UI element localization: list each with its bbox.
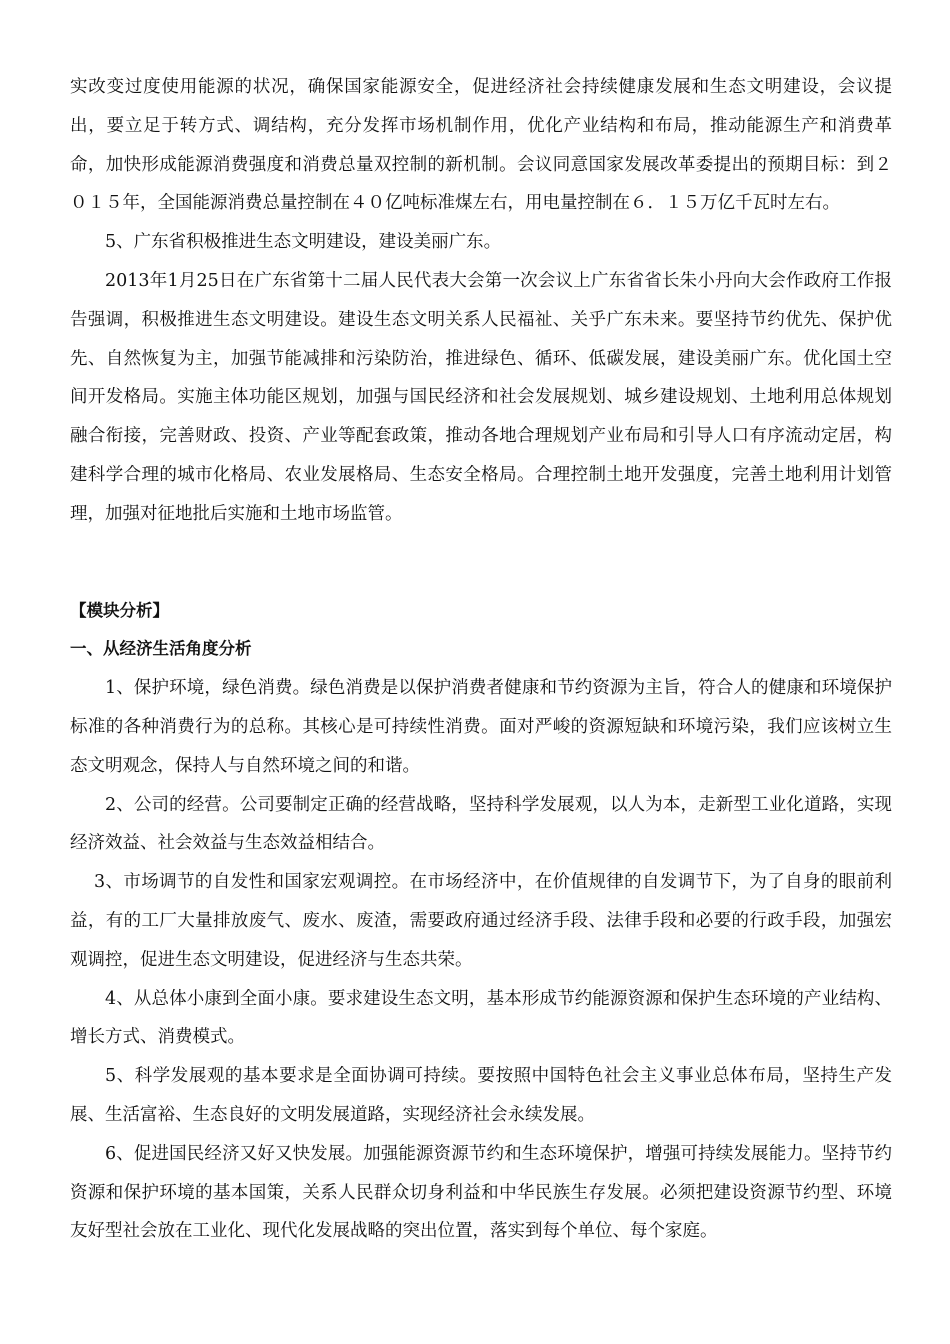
paragraph-guangdong-heading: 5、广东省积极推进生态文明建设，建设美丽广东。 xyxy=(105,232,502,253)
analysis-point-5: 5、科学发展观的基本要求是全面协调可持续。要按照中国特色社会主义事业总体布局，坚持生产发展、生活富裕、生态良好的文明发展道路，实现经济社会永续发展。 xyxy=(70,1066,892,1125)
analysis-point-4: 4、从总体小康到全面小康。要求建设生态文明，基本形成节约能源资源和保护生态环境的产业结构、增长方式、消费模式。 xyxy=(70,988,892,1048)
paragraph-energy-control: 实改变过度使用能源的状况，确保国家能源安全，促进经济社会持续健康发展和生态文明建设，会议提出，要立足于转方式、调结构，充分发挥市场机制作用，优化产业结构和布局，推动能源生产和消费革命，加快形成能源消费强度和消费总量双控制的新机制。会议同意国家发展改革委提出的预期目标：到２０１５年，全国能源消费总量控制在４０亿吨标准煤左右，用电量控制在６．１５万亿千瓦时左右。 xyxy=(70,77,892,214)
section-spacer xyxy=(70,534,892,592)
paragraph-guangdong-report: 2013年1月25日在广东省第十二届人民代表大会第一次会议上广东省省长朱小丹向大会作政府工作报告强调，积极推进生态文明建设。建设生态文明关系人民福祉、关乎广东未来。要坚持节约优先、保护优先、自然恢复为主，加强节能减排和污染防治，推进绿色、循环、低碳发展，建设美丽广东。优化国土空间开发格局。实施主体功能区规划，加强与国民经济和社会发展规划、城乡建设规划、土地利用总体规划融合衔接，完善财政、投资、产业等配套政策，推动各地合理规划产业布局和引导人口有序流动定居，构建科学合理的城市化格局、农业发展格局、生态安全格局。合理控制土地开发强度，完善土地利用计划管理，加强对征地批后实施和土地市场监管。 xyxy=(70,270,892,524)
module-analysis-title: 【模块分析】 xyxy=(70,600,169,620)
document-page xyxy=(70,68,892,1251)
economic-life-subtitle: 一、从经济生活角度分析 xyxy=(70,639,252,659)
analysis-point-2: 2、公司的经营。公司要制定正确的经营战略，坚持科学发展观，以人为本，走新型工业化道路，实现经济效益、社会效益与生态效益相结合。 xyxy=(70,794,892,854)
analysis-point-1: 1、保护环境，绿色消费。绿色消费是以保护消费者健康和节约资源为主旨，符合人的健康和环境保护标准的各种消费行为的总称。其核心是可持续性消费。面对严峻的资源短缺和环境污染，我们应该树立生态文明观念，保持人与自然环境之间的和谐。 xyxy=(70,678,892,776)
analysis-point-3: 3、市场调节的自发性和国家宏观调控。在市场经济中，在价值规律的自发调节下，为了自身的眼前利益，有的工厂大量排放废气、废水、废渣，需要政府通过经济手段、法律手段和必要的行政手段，加强宏观调控，促进生态文明建设，促进经济与生态共荣。 xyxy=(70,872,892,970)
analysis-point-6: 6、促进国民经济又好又快发展。加强能源资源节约和生态环境保护，增强可持续发展能力。坚持节约资源和保护环境的基本国策，关系人民群众切身利益和中华民族生存发展。必须把建设资源节约型、环境友好型社会放在工业化、现代化发展战略的突出位置，落实到每个单位、每个家庭。 xyxy=(70,1143,892,1242)
